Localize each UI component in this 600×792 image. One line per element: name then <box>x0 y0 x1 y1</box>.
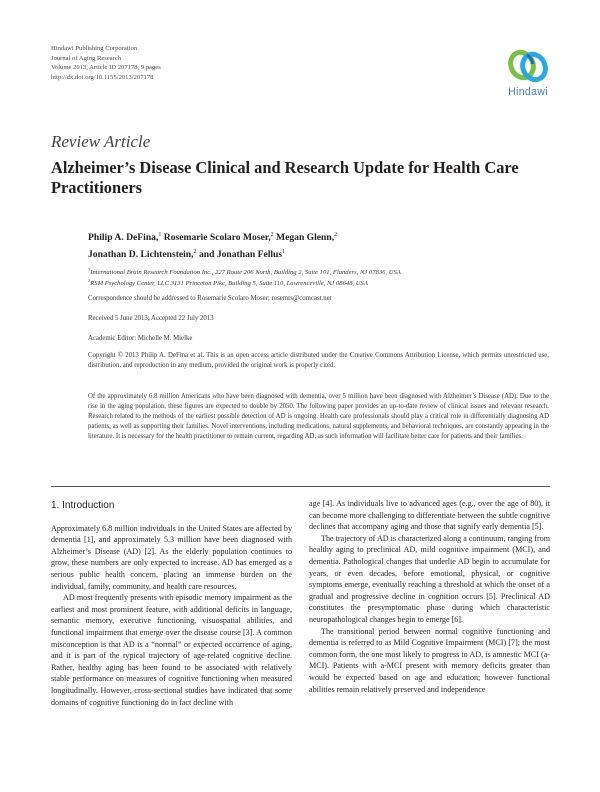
section-heading: 1. Introduction <box>51 500 115 511</box>
affiliation-1: $^1$International Brain Research Foundation Inc., 227 Route 206 North, Building 2, Suite 101, Flanders, NJ 07836, USA <box>88 267 401 277</box>
author-name: Megan Glenn, <box>276 232 335 244</box>
affiliation-2: $^2$RSM Psychology Center, LLC 3131 Princeton Pike, Building 5, Suite 110, Lawrenceville, NJ 08648, USA <box>88 278 368 288</box>
copyright-notice: Copyright © 2013 Philip A. DeFina et al. This is an open access article distributed under the Creative Commons Attribution License, which permits unrestricted use, distribution, and reproduction in any medium, provided the original work is properly cited. <box>88 352 549 369</box>
article-type: Review Article <box>51 132 151 151</box>
author-affiliation-mark: 2 <box>193 249 197 256</box>
author-name: Rosemarie Scolaro Moser, <box>163 232 271 244</box>
correspondence-line: Correspondence should be addressed to Rosemarie Scolaro Moser; rosemrs@comcast.net <box>88 295 332 302</box>
journal-header <box>51 44 161 82</box>
abstract: Of the approximately 6.8 million Americans who have been diagnosed with dementia, over 5 million have been diagnosed with Alzheimer’s Disease (AD). Due to the rise in the aging population, these figures are expected to double by 2050. The following paper provides an up-to-date review of clinical issues and relevant research. Research related to the methods of the earliest possible detection of AD is ongoing. Health care professionals should play a critical role in differentially diagnosing AD patients, as well as supporting their families. Novel interventions, including medications, natural supplements, and behavioral techniques, are constantly appearing in the literature. It is necessary for the health practitioner to remain current, regarding AD, as such information will facilitate better care for patients and their families. <box>88 393 549 440</box>
body-column-right <box>309 498 550 695</box>
hindawi-logo-icon <box>506 46 550 86</box>
academic-editor: Academic Editor: Michelle M. Mielke <box>88 335 193 342</box>
author-affiliation-mark: 2 <box>334 232 338 238</box>
article-title: Alzheimer’s Disease Clinical and Research Update for Health Care Practitioners <box>51 158 519 197</box>
author-affiliation-mark: 1 <box>282 249 286 256</box>
hindawi-logo-text: Hindawi <box>508 86 548 98</box>
author-name: Philip A. DeFina, <box>88 232 159 244</box>
body-column-left <box>51 498 292 708</box>
body-paragraph: age [4]. As individuals live to advanced ages (e.g., over the age of 80), it can become more challenging to differentiate between the subtle cognitive declines that accompany aging and those that signify early dementia [5]. <box>309 499 550 532</box>
author-affiliation-mark: 2 <box>270 232 274 238</box>
body-paragraph: AD most frequently presents with episodic memory impairment as the earliest and most prominent feature, with additional deficits in language, semantic memory, executive functioning, visuospatial abilities, and functional impairment that emerge over the disease course [3]. A common misconception is that AD is a “normal” or expected occurrence of aging, and it is part of the typical trajectory of age-related cognitive decline. Rather, healthy aging has been found to be associated with relatively stable performance on measures of cognitive functioning when measured longitudinally. However, cross-sectional studies have indicated that some domains of cognitive functioning do in fact decline with <box>51 593 292 707</box>
hindawi-logo <box>497 46 559 98</box>
author-name: Jonathan D. Lichtenstein, <box>88 249 194 261</box>
section-divider <box>51 486 550 487</box>
author-list: Philip A. DeFina,$^1$ Rosemarie Scolaro Moser,$^2$ Megan Glenn,$^2$ Jonathan D. Lichtenstein,$^2$ and Jonathan Fellus$^1$ <box>88 232 338 261</box>
author-affiliation-mark: 1 <box>158 232 162 238</box>
author-name: Jonathan Fellus <box>216 249 283 261</box>
doi-link[interactable]: http://dx.doi.org/10.1155/2013/207178 <box>51 73 154 81</box>
body-paragraph: Approximately 6.8 million individuals in the United States are affected by dementia [1], and approximately 5.3 million have been diagnosed with Alzheimer’s Disease (AD) [2]. As the elderly population continues to grow, these numbers are only expected to increase. AD has emerged as a serious public health concern, placing an immense burden on the individual, family, community, and health care resources. <box>51 523 292 591</box>
body-paragraph: The trajectory of AD is characterized along a continuum, ranging from healthy aging to preclinical AD, mild cognitive impairment (MCI), and dementia. Pathological changes that underlie AD begin to accumulate for years, or even decades, before emotional, physical, or cognitive symptoms emerge, eventually reaching a threshold at which the onset of a gradual and progressive decline in cognition occurs [5]. Preclinical AD constitutes the presymptomatic phase during which characteristic neuropathological changes begin to emerge [6]. <box>309 533 551 624</box>
received-accepted-dates: Received 5 June 2013; Accepted 22 July 2013 <box>88 315 214 322</box>
body-paragraph: The transitional period between normal cognitive functioning and dementia is referred to as Mild Cognitive Impairment (MCI) [7]; the most common form, the one most likely to progress to AD, is amnestic MCI (a-MCI). Patients with a-MCI present with memory deficits greater than would be expected based on age and education; however functional abilities remain relatively preserved and independence <box>309 626 550 694</box>
journal-name: Journal of Aging Research <box>51 54 122 62</box>
publisher-name: Hindawi Publishing Corporation <box>51 45 138 52</box>
volume-info: Volume 2013, Article ID 207178, 9 pages <box>51 64 161 72</box>
